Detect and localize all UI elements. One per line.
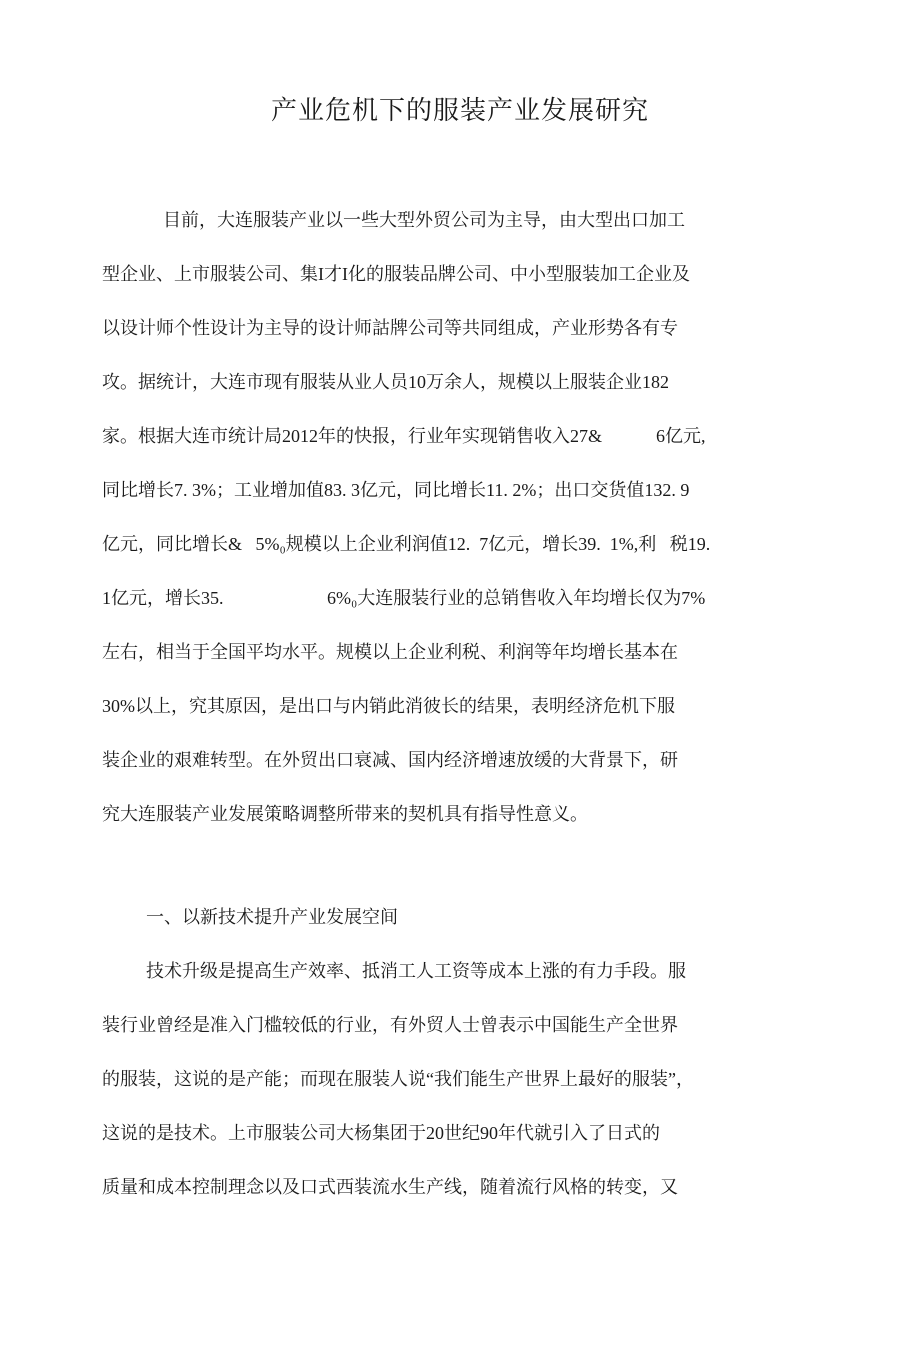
paragraph-line: 亿元，同比增长& 5%₀规模以上企业利润值12. 7亿元，增长39. 1%,利 税19. <box>102 534 711 554</box>
paragraph-line: 型企业、上市服装公司、集I才I化的服装品牌公司、中小型服装加工企业及 <box>102 264 690 284</box>
paragraph-line: 攻。据统计，大连市现有服装从业人员10万余人，规模以上服装企业182 <box>102 372 669 392</box>
paragraph-line: 目前，大连服装产业以一些大型外贸公司为主导，由大型出口加工 <box>163 210 685 230</box>
paragraph-line: 装企业的艰难转型。在外贸出口衰减、国内经济增速放缓的大背景下，研 <box>102 750 678 770</box>
section-heading: 一、以新技术提升产业发展空间 <box>146 907 398 927</box>
paragraph-line: 装行业曾经是准入门槛较低的行业，有外贸人士曾表示中国能生产全世界 <box>102 1015 678 1035</box>
paragraph-line: 质量和成本控制理念以及口式西装流水生产线，随着流行风格的转变，又 <box>102 1177 678 1197</box>
paragraph-line: 同比增长7. 3%；工业增加值83. 3亿元，同比增长11. 2%；出口交货值132. 9 <box>102 480 690 500</box>
paragraph-line: 以设计师个性设计为主导的设计师詁牌公司等共同组成，产业形势各有专 <box>102 318 678 338</box>
paragraph-line: 的服装，这说的是产能；而现在服装人说“我们能生产世界上最好的服装”， <box>102 1069 694 1089</box>
paragraph-line: 1亿元，增长35. 6%₀大连服装行业的总销售收入年均增长仅为7% <box>102 588 706 608</box>
paragraph-line: 家。根据大连市统计局2012年的快报，行业年实现销售收入27& 6亿元, <box>102 426 706 446</box>
paragraph-line: 这说的是技术。上市服装公司大杨集团于20世纪90年代就引入了日式的 <box>102 1123 660 1143</box>
paragraph-line: 究大连服装产业发展策略调整所带来的契机具有指导性意义。 <box>102 804 588 824</box>
document-title: 产业危机下的服装产业发展研究 <box>270 96 649 126</box>
paragraph-line: 技术升级是提高生产效率、抵消工人工资等成本上涨的有力手段。服 <box>146 961 686 981</box>
paragraph-line: 左右，相当于全国平均水平。规模以上企业利税、利润等年均增长基本在 <box>102 642 678 662</box>
paragraph-line: 30%以上，究其原因，是出口与内销此消彼长的结果，表明经济危机下服 <box>102 696 675 716</box>
